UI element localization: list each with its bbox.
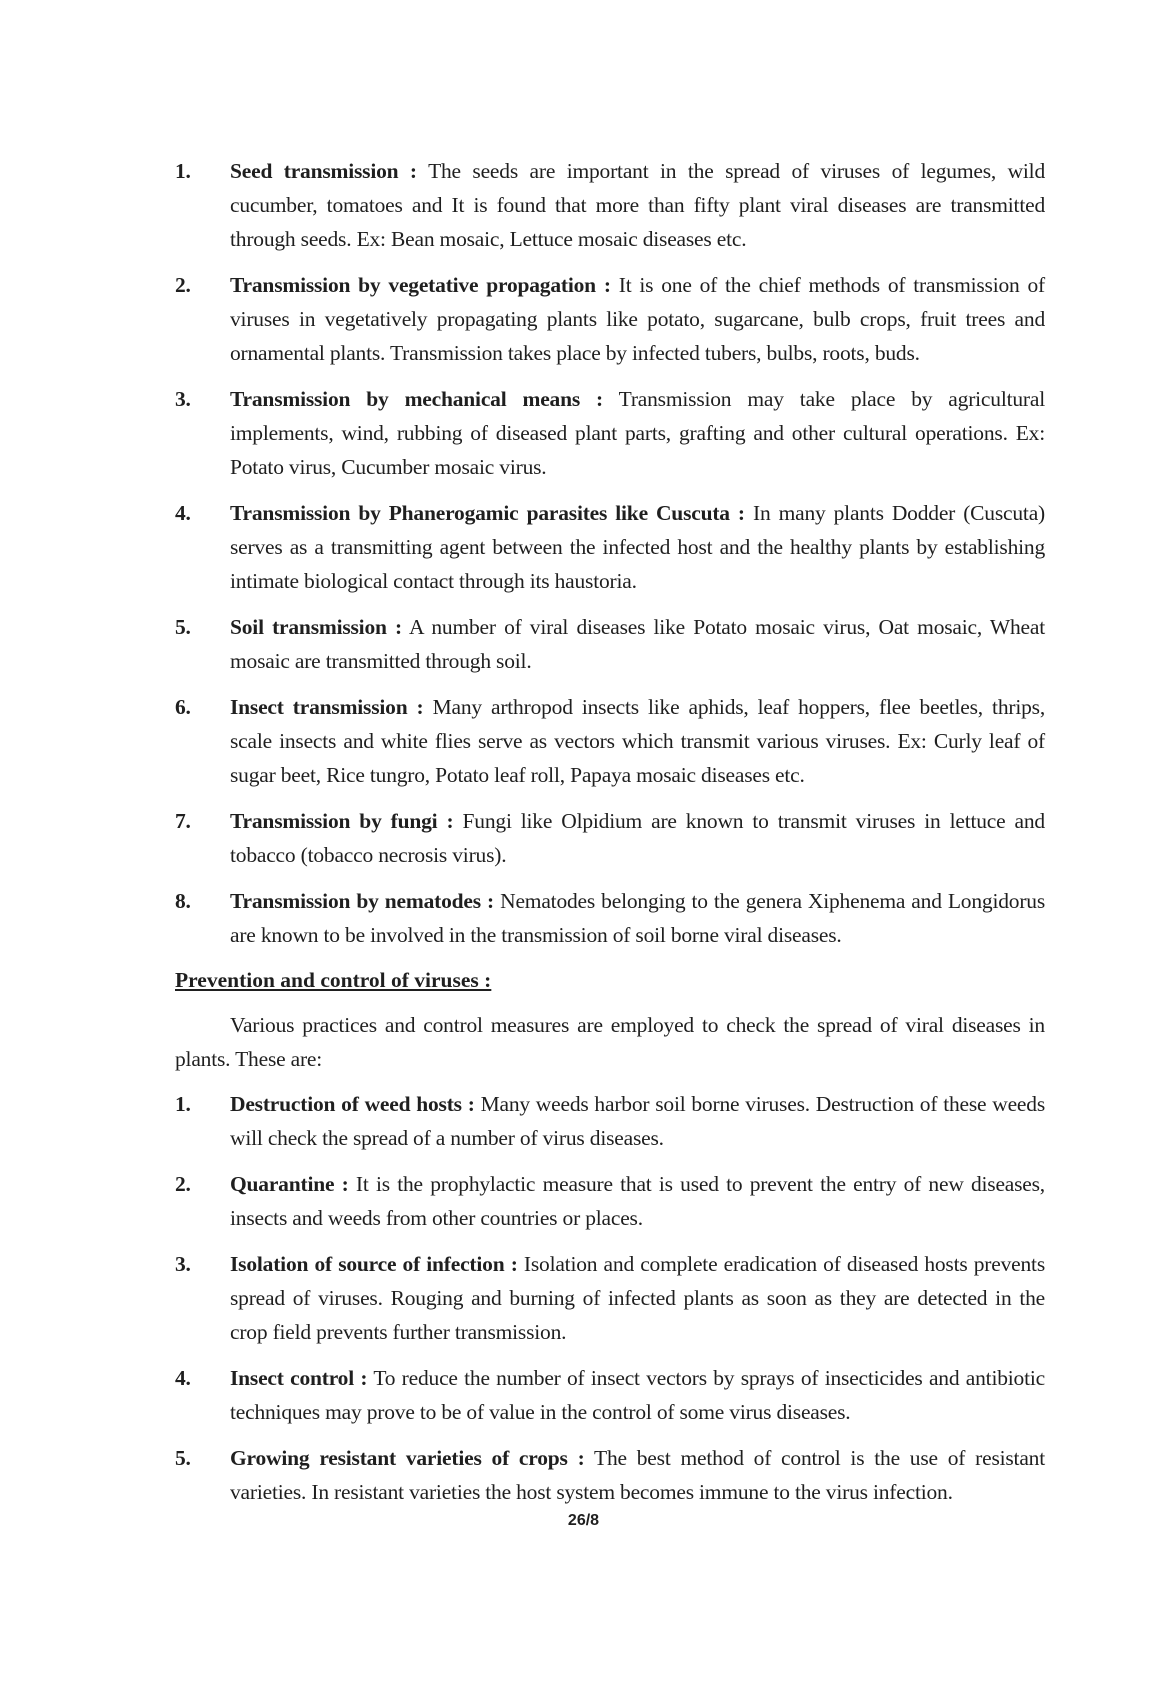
- item-text: In many plants Dodder (Cuscuta) serves as a transmitting agent between the infected host and the healthy plants by establishing intimate biological contact through its haustoria.: [230, 501, 1045, 593]
- transmission-list: [175, 154, 1045, 964]
- item-text: Isolation and complete eradication of diseased hosts prevents spread of viruses. Rouging and burning of infected plants as soon as they are detected in the crop field prevents further transmission.: [230, 1252, 1045, 1344]
- item-number: 4.: [175, 1366, 191, 1390]
- list-item: [175, 884, 1045, 952]
- list-item: [175, 268, 1045, 370]
- item-term: Destruction of weed hosts :: [230, 1092, 475, 1116]
- item-text: To reduce the number of insect vectors by sprays of insecticides and antibiotic techniques may prove to be of value in the control of some virus diseases.: [230, 1366, 1045, 1424]
- list-item: [175, 1247, 1045, 1349]
- list-item: [175, 1087, 1045, 1155]
- item-term: Insect control :: [230, 1366, 368, 1390]
- section-intro: Various practices and control measures are employed to check the spread of viral diseases in plants. These are:: [175, 1013, 1045, 1071]
- list-item: [175, 690, 1045, 792]
- item-text: It is the prophylactic measure that is used to prevent the entry of new diseases, insects and weeds from other countries or places.: [230, 1172, 1045, 1230]
- item-term: Isolation of source of infection :: [230, 1252, 518, 1276]
- item-number: 1.: [175, 1092, 191, 1116]
- list-item: [175, 610, 1045, 678]
- item-number: 5.: [175, 615, 191, 639]
- item-term: Insect transmission :: [230, 695, 424, 719]
- item-number: 7.: [175, 809, 191, 833]
- item-number: 2.: [175, 273, 191, 297]
- item-text: Many arthropod insects like aphids, leaf hoppers, flee beetles, thrips, scale insects and white flies serve as vectors which transmit various viruses. Ex: Curly leaf of sugar beet, Rice tungro, Potato leaf roll, Papaya mosaic diseases etc.: [230, 695, 1045, 787]
- item-number: 6.: [175, 695, 191, 719]
- item-text: The best method of control is the use of resistant varieties. In resistant varieties the host system becomes immune to the virus infection.: [230, 1446, 1045, 1504]
- list-item: [175, 496, 1045, 598]
- item-term: Transmission by mechanical means :: [230, 387, 604, 411]
- item-term: Growing resistant varieties of crops :: [230, 1446, 585, 1470]
- item-number: 1.: [175, 159, 191, 183]
- item-number: 8.: [175, 889, 191, 913]
- section-heading: Prevention and control of viruses :: [175, 968, 492, 992]
- list-item: [175, 154, 1045, 256]
- item-text: Nematodes belonging to the genera Xiphenema and Longidorus are known to be involved in the transmission of soil borne viral diseases.: [230, 889, 1046, 947]
- item-number: 3.: [175, 1252, 191, 1276]
- item-term: Transmission by fungi :: [230, 809, 454, 833]
- item-number: 5.: [175, 1446, 191, 1470]
- list-item: [175, 1441, 1045, 1509]
- item-term: Transmission by nematodes :: [230, 889, 495, 913]
- item-text: A number of viral diseases like Potato mosaic virus, Oat mosaic, Wheat mosaic are transmitted through soil.: [230, 615, 1045, 673]
- list-item: [175, 382, 1045, 484]
- item-term: Quarantine :: [230, 1172, 349, 1196]
- page-number: 26/8: [567, 1512, 600, 1529]
- prevention-list: [175, 1087, 1045, 1521]
- item-term: Seed transmission :: [230, 159, 417, 183]
- list-item: [175, 804, 1045, 872]
- list-item: [175, 1167, 1045, 1235]
- item-number: 2.: [175, 1172, 191, 1196]
- item-text: Transmission may take place by agricultural implements, wind, rubbing of diseased plant parts, grafting and other cultural operations. Ex: Potato virus, Cucumber mosaic virus.: [230, 387, 1045, 479]
- item-text: The seeds are important in the spread of viruses of legumes, wild cucumber, tomatoes and It is found that more than fifty plant viral diseases are transmitted through seeds. Ex: Bean mosaic, Lettuce mosaic diseases etc.: [230, 159, 1046, 251]
- item-text: Fungi like Olpidium are known to transmit viruses in lettuce and tobacco (tobacco necrosis virus).: [230, 809, 1045, 867]
- item-term: Soil transmission :: [230, 615, 402, 639]
- item-term: Transmission by vegetative propagation :: [230, 273, 611, 297]
- list-item: [175, 1361, 1045, 1429]
- item-term: Transmission by Phanerogamic parasites like Cuscuta :: [230, 501, 745, 525]
- item-number: 3.: [175, 387, 191, 411]
- item-text: Many weeds harbor soil borne viruses. Destruction of these weeds will check the spread of a number of virus diseases.: [230, 1092, 1045, 1150]
- item-number: 4.: [175, 501, 191, 525]
- item-text: It is one of the chief methods of transmission of viruses in vegetatively propagating plants like potato, sugarcane, bulb crops, fruit trees and ornamental plants. Transmission takes place by infected tubers, bulbs, roots, buds.: [230, 273, 1045, 365]
